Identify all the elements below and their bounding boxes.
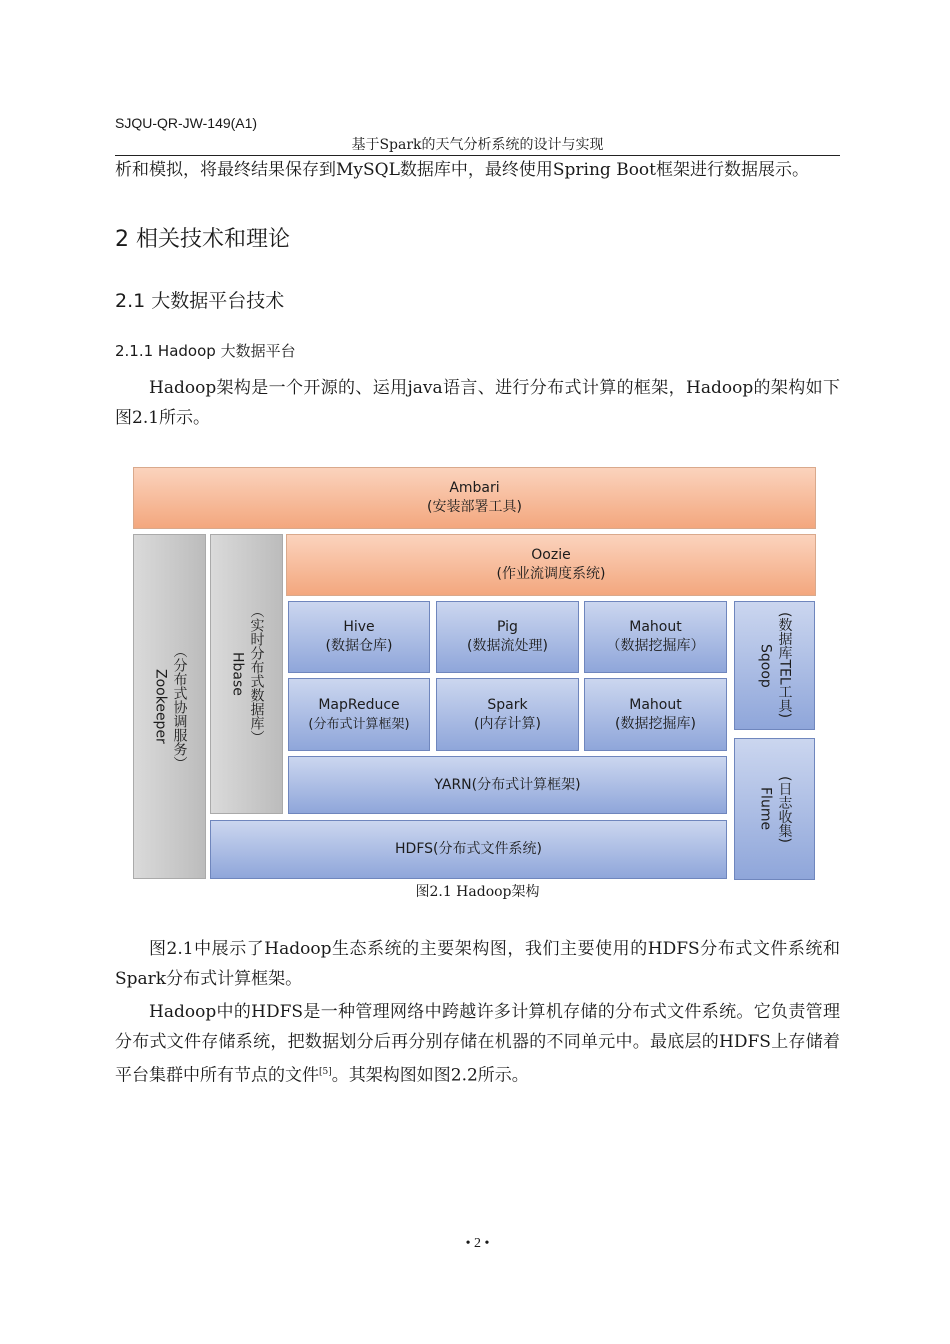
paragraph-hdfs-text: Hadoop中的HDFS是一种管理网络中跨越许多计算机存储的分布式文件系统。它负责管理分布式文件存储系统，把数据划分后再分别存储在机器的不同单元中。最底层的HDFS上存储着平台集群中所有节点的文件 [115,1002,840,1086]
zookeeper-name: Zookeeper [152,669,169,744]
hive-name: Hive [343,619,375,635]
zookeeper-block [133,534,206,879]
spark-desc: (内存计算) [474,715,541,732]
flume-desc: (日志收集) [776,775,793,843]
oozie-name: Oozie [531,547,571,563]
mapreduce-block [288,678,430,751]
yarn-label: YARN(分布式计算框架) [434,776,581,793]
mahout-desc-2: (数据挖掘库) [615,715,696,732]
mapreduce-name: MapReduce [318,696,400,713]
hbase-desc: （实时分布式数据库） [248,604,265,744]
pig-block [436,601,579,673]
hive-desc: (数据仓库) [325,638,393,654]
hive-block [288,601,430,673]
ambari-block [133,467,816,529]
pig-desc: (数据流处理) [467,638,548,654]
mahout-block-2 [584,678,727,751]
sqoop-block [734,601,815,730]
mahout-desc-1: （数据挖掘库） [606,638,705,654]
spark-name: Spark [487,696,528,713]
chapter-heading: 2 相关技术和理论 [115,227,290,252]
hdfs-label: HDFS(分布式文件系统) [395,841,542,857]
running-title: 基于Spark的天气分析系统的设计与实现 [351,137,604,153]
mapreduce-desc: (分布式计算框架) [308,716,410,732]
paragraph-conclusion: 析和模拟，将最终结果保存到MySQL数据库中，最终使用Spring Boot框架进行数据展示。 [115,160,810,180]
sqoop-name: Sqoop [757,643,774,688]
yarn-block [288,756,727,814]
oozie-block [286,534,816,596]
page-number: • 2 • [465,1236,490,1251]
paragraph-hadoop-intro: Hadoop架构是一个开源的、运用java语言、进行分布式计算的框架，Hadoop的架构如下图2.1所示。 [115,378,840,428]
hbase-name: Hbase [229,652,246,696]
oozie-desc: (作业流调度系统) [496,566,606,582]
flume-block [734,738,815,880]
flume-name: Flume [757,787,774,831]
document-code: SJQU-QR-JW-149(A1) [115,115,258,131]
section-heading: 2.1 大数据平台技术 [115,290,285,312]
paragraph-figure-description: 图2.1中展示了Hadoop生态系统的主要架构图，我们主要使用的HDFS分布式文件系统和Spark分布式计算框架。 [115,939,840,989]
subsection-heading: 2.1.1 Hadoop 大数据平台 [115,342,296,360]
hbase-block [210,534,283,814]
paragraph-hdfs [115,997,840,1091]
spark-block [436,678,579,751]
mahout-name-1: Mahout [629,619,682,635]
citation-marker: [5] [319,1067,332,1077]
ambari-desc: (安装部署工具) [427,499,522,515]
paragraph-hdfs-end: 。其架构图如图2.2所示。 [331,1065,529,1086]
hdfs-block [210,820,727,879]
mahout-name-2: Mahout [629,696,682,713]
ambari-name: Ambari [449,480,500,496]
hadoop-architecture-figure [133,467,816,880]
mahout-block-1 [584,601,727,673]
zookeeper-desc: （分布式协调服务） [171,643,188,770]
sqoop-desc: (数据库TEL工具) [776,612,793,719]
figure-caption: 图2.1 Hadoop架构 [415,884,540,900]
pig-name: Pig [497,619,518,635]
